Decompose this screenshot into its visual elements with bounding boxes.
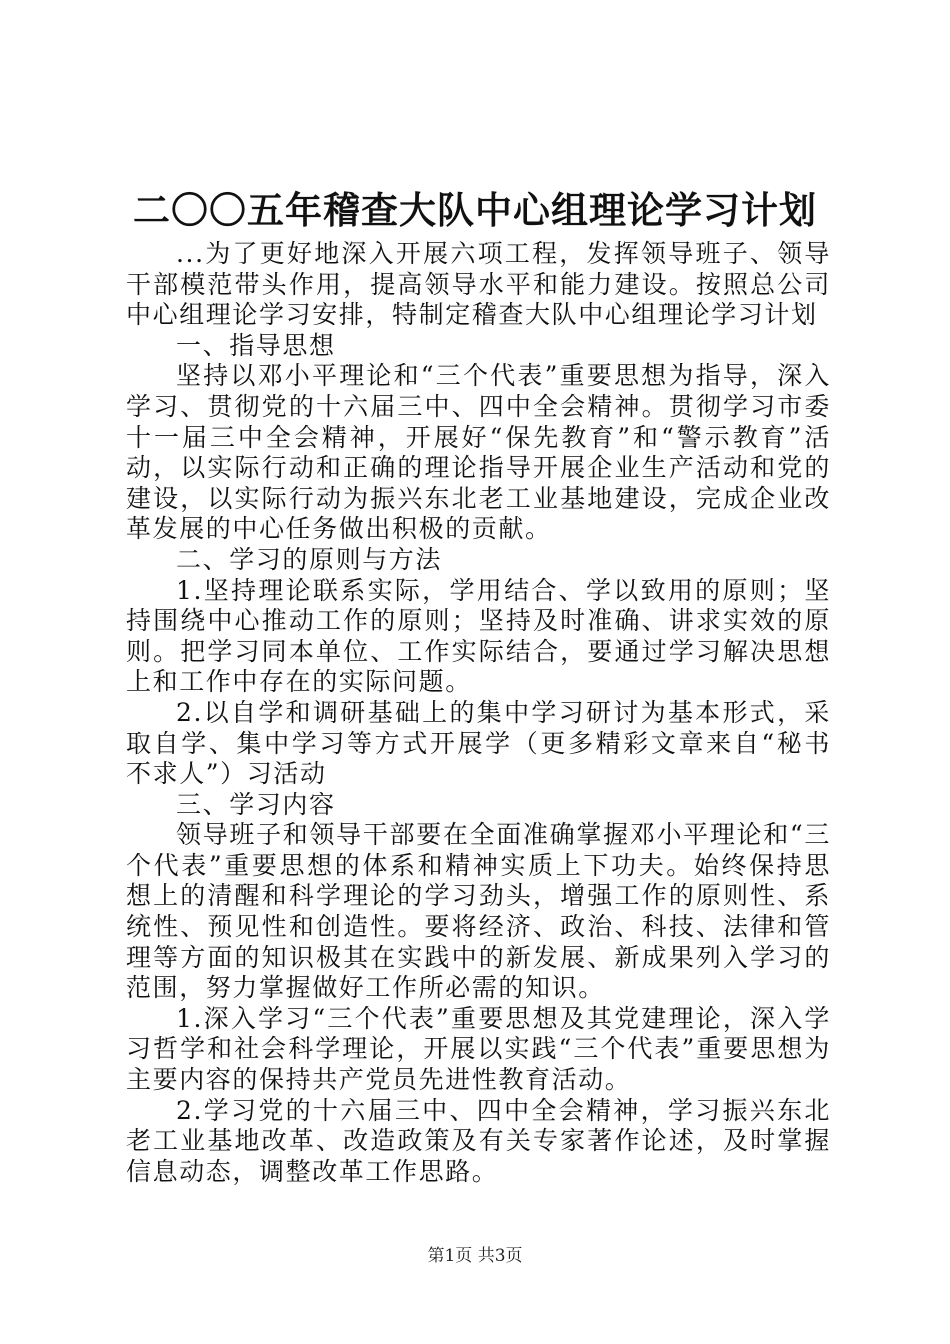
- page-number-footer: 第1页 共3页: [427, 1246, 523, 1266]
- content-paragraph: 领导班子和领导干部要在全面准确掌握邓小平理论和“三个代表”重要思想的体系和精神实质上下功夫。始终保持思想上的清醒和科学理论的学习劲头，增强工作的原则性、系统性、预见性和创造性。要将经济、政治、科技、法律和管理等方面的知识极其在实践中的新发展、新成果列入学习的范围，努力掌握做好工作所必需的知识。: [126, 820, 831, 1003]
- content-item-2: 2.学习党的十六届三中、四中全会精神，学习振兴东北老工业基地改革、改造政策及有关专家著作论述，及时掌握信息动态，调整改革工作思路。: [126, 1095, 831, 1186]
- content-item-1: 1.深入学习“三个代表”重要思想及其党建理论，深入学习哲学和社会科学理论，开展以实践“三个代表”重要思想为主要内容的保持共产党员先进性教育活动。: [126, 1003, 831, 1095]
- section-heading-principles: 二、学习的原则与方法: [176, 544, 443, 574]
- principles-item-1: 1.坚持理论联系实际，学用结合、学以致用的原则；坚持围绕中心推动工作的原则；坚持及时准确、讲求实效的原则。把学习同本单位、工作实际结合，要通过学习解决思想上和工作中存在的实际问题。: [126, 575, 831, 697]
- section-heading-guiding-thought: 一、指导思想: [176, 330, 336, 360]
- section-heading-content: 三、学习内容: [176, 789, 336, 819]
- principles-item-2: 2.以自学和调研基础上的集中学习研讨为基本形式，采取自学、集中学习等方式开展学（更多精彩文章来自“秘书不求人”）习活动: [126, 697, 831, 789]
- document-body: [126, 239, 831, 1187]
- document-title: 二〇〇五年稽查大队中心组理论学习计划: [133, 188, 817, 232]
- intro-paragraph: ...为了更好地深入开展六项工程，发挥领导班子、领导干部模范带头作用，提高领导水平和能力建设。按照总公司中心组理论学习安排，特制定稽查大队中心组理论学习计划: [126, 239, 831, 330]
- guiding-thought-paragraph: 坚持以邓小平理论和“三个代表”重要思想为指导，深入学习、贯彻党的十六届三中、四中全会精神。贯彻学习市委十一届三中全会精神，开展好“保先教育”和“警示教育”活动，以实际行动和正确的理论指导开展企业生产活动和党的建设，以实际行动为振兴东北老工业基地建设，完成企业改革发展的中心任务做出积极的贡献。: [126, 361, 831, 544]
